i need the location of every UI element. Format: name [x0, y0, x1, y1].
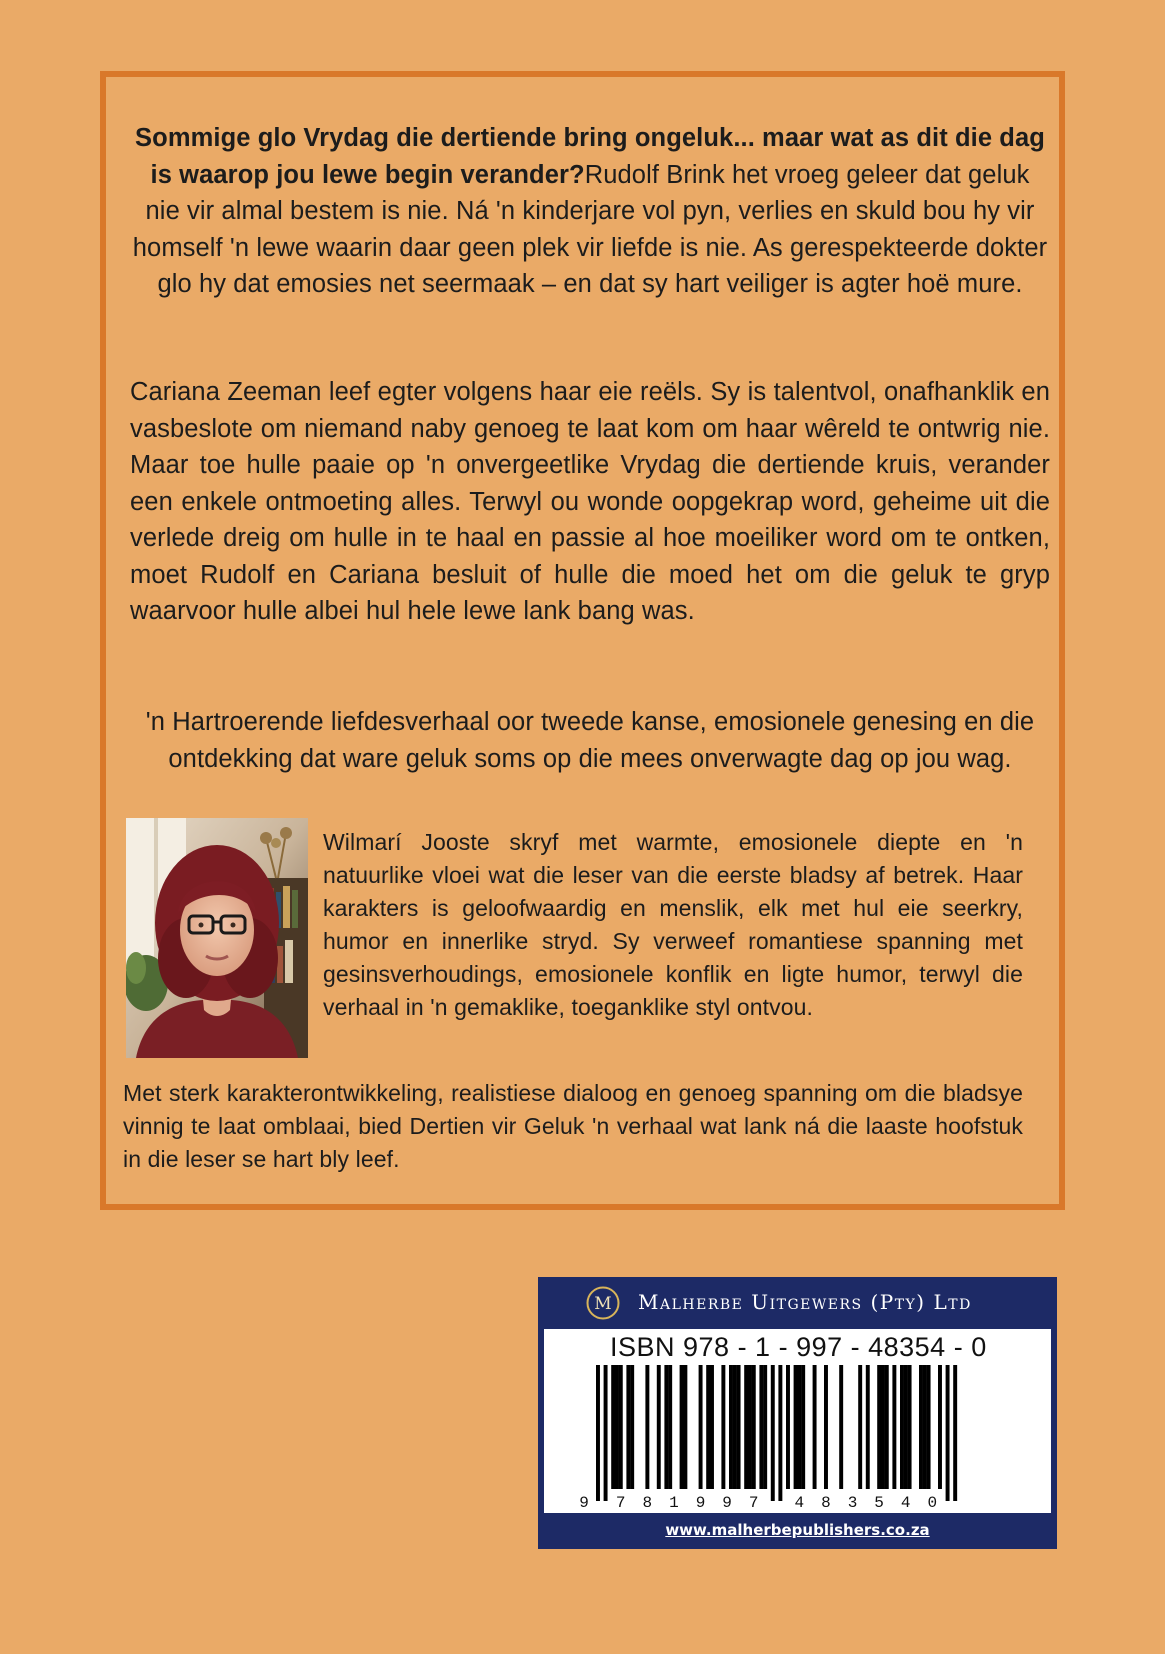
author-bio: Wilmarí Jooste skryf met warmte, emosionele diepte en 'n natuurlike vloei wat die leser van die eerste bladsy af betrek. Haar karakters is geloofwaardig en menslik, elk met hul eie seerkry, humor en innerlike stryd. Sy verweef romantiese spanning met gesinsverhoudings, emosionele konflik en ligte humor, terwyl die verhaal in 'n gemaklike, toeganklike styl ontvou. [323, 829, 1023, 1020]
barcode-bar [953, 1365, 957, 1501]
barcode-bar [683, 1365, 687, 1489]
publisher-url[interactable]: www.malherbepublishers.co.za [665, 1521, 930, 1539]
barcode-bar [706, 1365, 710, 1489]
barcode-bar [630, 1365, 634, 1489]
barcode-bar [904, 1365, 908, 1489]
barcode-bar [611, 1365, 615, 1489]
author-photo [126, 818, 308, 1058]
barcode-bar [752, 1365, 756, 1489]
barcode-bar [733, 1365, 737, 1489]
publisher-logo-letter: M [594, 1294, 612, 1314]
publisher-logo-icon [586, 1286, 620, 1320]
barcode-digit-6: 7 [748, 1494, 759, 1512]
blurb-paragraph-tagline: 'n Hartroerende liefdesverhaal oor tweede kanse, emosionele genesing en die ontdekking dat ware geluk soms op die mees onverwagte dag op jou wag. [145, 708, 1035, 773]
barcode-digit-0: 9 [579, 1494, 589, 1512]
isbn-label: ISBN 978 - 1 - 997 - 48354 - 0 [610, 1332, 987, 1362]
blurb-intro-text: Rudolf Brink het vroeg geleer dat geluk nie vir almal bestem is nie. Ná 'n kinderjare vol pyn, verlies en skuld bou hy vir homself 'n lewe waarin daar geen plek vir liefde is nie. As gerespekteerde dokter glo hy dat emosies net seermaak – en dat sy hart veiliger is agter hoë mure. [132, 160, 1048, 298]
barcode-bar [737, 1365, 741, 1489]
barcode-bar [664, 1365, 668, 1489]
barcode-bar [881, 1365, 885, 1489]
barcode-bar [763, 1365, 767, 1489]
barcode-bar [699, 1365, 703, 1489]
barcode-bar [748, 1365, 752, 1489]
barcode-digit-5: 9 [722, 1494, 732, 1512]
barcode-bar [877, 1365, 881, 1489]
barcode-bar [729, 1365, 733, 1489]
barcode-bar [710, 1365, 714, 1489]
barcode-bar [885, 1365, 889, 1489]
barcode-bar [908, 1365, 912, 1489]
barcode-digit-9: 3 [847, 1494, 858, 1512]
blurb-paragraph-cariana: Cariana Zeeman leef egter volgens haar eie reëls. Sy is talentvol, onafhanklik en vasbeslote om niemand naby genoeg te laat kom om haar wêreld te ontwrig nie. Maar toe hulle paaie op 'n onvergeetlike Vrydag die dertiende kruis, verander een enkele ontmoeting alles. Terwyl ou wonde oopgekrap word, geheime uit die verlede dreig om hulle in te haal en passie al hoe moeiliker word om te ontken, moet Rudolf en Cariana besluit of hulle die moed het om die geluk te gryp waarvoor hulle albei hul hele lewe lank bang was. [130, 378, 1050, 625]
barcode-bar [813, 1365, 817, 1489]
barcode-bar [927, 1365, 931, 1489]
barcode-bar [900, 1365, 904, 1489]
barcode-bar [619, 1365, 623, 1489]
barcode-bar [938, 1365, 942, 1489]
barcode-bar [626, 1365, 630, 1489]
barcode-bar [668, 1365, 672, 1489]
barcode-bar [919, 1365, 923, 1489]
barcode-bar [744, 1365, 748, 1489]
blurb-paragraph-intro [130, 120, 1050, 303]
barcode-bar [721, 1365, 725, 1489]
barcode-bar [839, 1365, 843, 1489]
publisher-header [538, 1277, 1057, 1328]
barcode-bar [794, 1365, 798, 1489]
barcode-bar [645, 1365, 649, 1489]
barcode-bar [892, 1365, 896, 1489]
barcode-bar [801, 1365, 805, 1489]
barcode-bar [680, 1365, 684, 1489]
barcode-digit-2: 8 [642, 1494, 653, 1512]
barcode-bar [786, 1365, 790, 1489]
barcode-bar [596, 1365, 600, 1501]
barcode-bar [866, 1365, 870, 1489]
barcode-bar [946, 1365, 950, 1501]
blurb-lead: Sommige glo Vrydag die dertiende bring ongeluk... maar wat as dit die dag is waarop jou lewe begin verander? [135, 124, 1045, 189]
barcode-digit-10: 5 [874, 1494, 884, 1512]
barcode-digit-3: 1 [669, 1494, 679, 1512]
barcode-digit-7: 4 [794, 1494, 805, 1512]
barcode-bar [824, 1365, 828, 1489]
barcode-bar [923, 1365, 927, 1489]
barcode-bar [858, 1365, 862, 1489]
publisher-barcode-panel [538, 1277, 1057, 1549]
barcode-bar [615, 1365, 619, 1489]
barcode-bar [797, 1365, 801, 1489]
barcode-bar [657, 1365, 661, 1489]
barcode-bar [778, 1365, 782, 1501]
barcode-bar [759, 1365, 763, 1489]
barcode-digit-4: 9 [695, 1494, 706, 1512]
barcode-digit-12: 0 [927, 1494, 938, 1512]
publisher-name: Malherbe Uitgewers (Pty) Ltd [638, 1290, 972, 1314]
closing-paragraph: Met sterk karakterontwikkeling, realistiese dialoog en genoeg spanning om die bladsye vinnig te laat omblaai, bied Dertien vir Geluk 'n verhaal wat lank ná die laaste hoofstuk in die leser se hart bly leef. [123, 1080, 1023, 1172]
isbn-barcode [544, 1329, 1051, 1513]
barcode-bars [544, 1329, 1051, 1513]
barcode-bar [771, 1365, 775, 1501]
barcode-digit-1: 7 [615, 1494, 626, 1512]
barcode-bar [604, 1365, 608, 1501]
barcode-digit-11: 4 [900, 1494, 911, 1512]
barcode-digit-8: 8 [821, 1494, 831, 1512]
